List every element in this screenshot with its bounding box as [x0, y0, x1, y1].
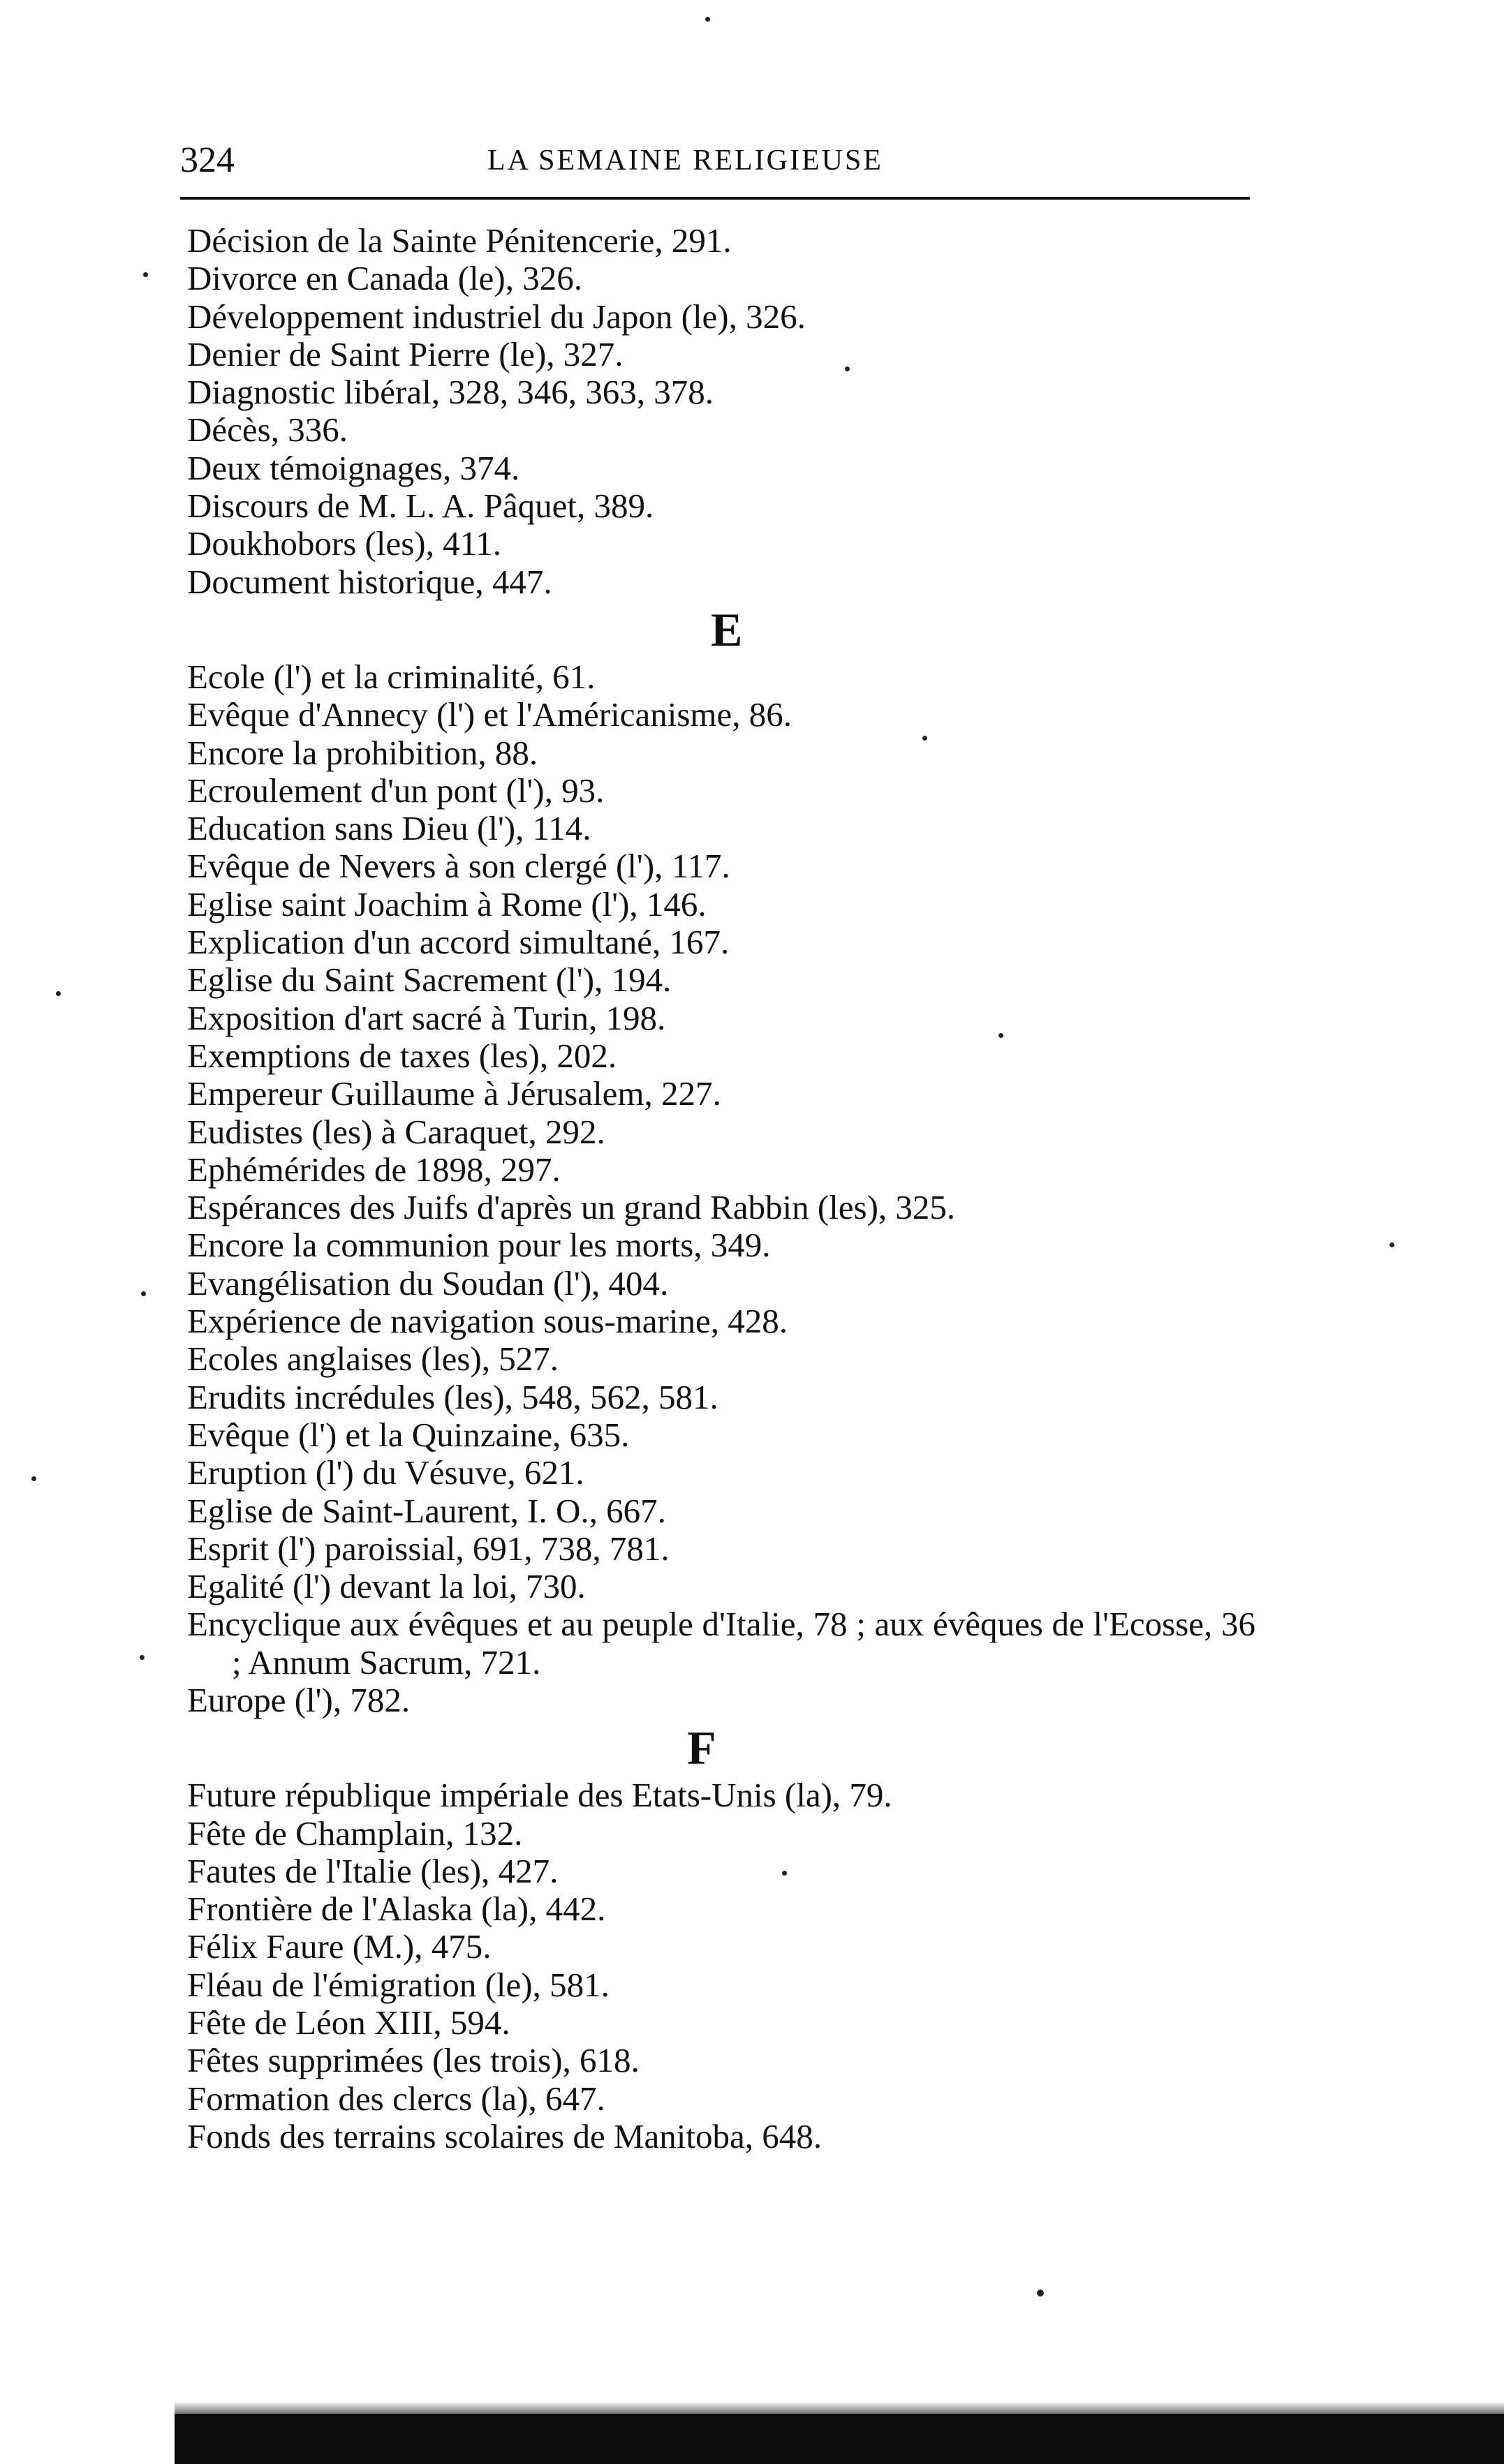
index-entry: Diagnostic libéral, 328, 346, 363, 378.: [187, 373, 714, 412]
index-entry: Fonds des terrains scolaires de Manitoba, 648.: [187, 2116, 823, 2155]
index-entry: Développement industriel du Japon (le), 326.: [187, 297, 806, 336]
index-entry: Egalité (l') devant la loi, 730.: [187, 1567, 586, 1606]
index-entry: Fête de Léon XIII, 594.: [187, 2003, 510, 2042]
index-entry: Ecroulement d'un pont (l'), 93.: [187, 771, 605, 810]
scan-speck: [140, 1655, 145, 1660]
index-entry: Evêque d'Annecy (l') et l'Américanisme, 86.: [187, 695, 792, 734]
index-entry: Fêtes supprimées (les trois), 618.: [187, 2041, 640, 2080]
scan-speck: [143, 272, 148, 277]
index-entry: Expérience de navigation sous-marine, 428.: [187, 1302, 788, 1341]
scan-speck: [141, 1291, 146, 1296]
scan-speck: [1037, 2289, 1044, 2296]
index-entry: Evêque (l') et la Quinzaine, 635.: [187, 1415, 630, 1454]
index-entry: Divorce en Canada (le), 326.: [187, 259, 582, 298]
index-entry: Evangélisation du Soudan (l'), 404.: [187, 1263, 669, 1302]
entries-e: [187, 658, 1255, 1719]
index-entry: Ephémérides de 1898, 297.: [187, 1150, 561, 1189]
scan-speck: [56, 991, 61, 996]
index-entry: Evêque de Nevers à son clergé (l'), 117.: [187, 847, 730, 886]
index-entry: Encyclique aux évêques et au peuple d'Italie, 78 ; aux évêques de l'Ecosse, 36 ; Annum Sacrum, 721.: [187, 1605, 1255, 1682]
index-entry: Eudistes (les) à Caraquet, 292.: [187, 1112, 605, 1151]
scan-speck: [845, 366, 850, 371]
index-entry: Erudits incrédules (les), 548, 562, 581.: [187, 1377, 718, 1416]
section-letter-e: E: [711, 602, 743, 656]
index-entry: Deux témoignages, 374.: [187, 448, 520, 487]
index-entry: Fautes de l'Italie (les), 427.: [187, 1851, 559, 1890]
index-entry: Ecole (l') et la criminalité, 61.: [187, 657, 596, 696]
index-entry: Fléau de l'émigration (le), 581.: [187, 1965, 610, 2004]
index-entry: Encore la communion pour les morts, 349.: [187, 1226, 771, 1265]
header-rule: [180, 197, 1250, 200]
section-letter-f: F: [687, 1721, 716, 1775]
entries-d: [187, 222, 1255, 601]
index-entry: Future république impériale des Etats-Unis (la), 79.: [187, 1776, 892, 1815]
scan-speck: [705, 17, 710, 22]
index-entry: Eruption (l') du Vésuve, 621.: [187, 1453, 584, 1492]
scan-speck: [782, 1871, 787, 1876]
entries-f: [187, 1776, 1255, 2155]
index-entry: Formation des clercs (la), 647.: [187, 2079, 605, 2118]
index-entry: Exposition d'art sacré à Turin, 198.: [187, 998, 666, 1037]
index-entry: Ecoles anglaises (les), 527.: [187, 1339, 559, 1379]
scan-speck: [922, 736, 927, 741]
scan-speck: [1389, 1242, 1394, 1247]
index-body: [187, 222, 1255, 2155]
journal-title: LA SEMAINE RELIGIEUSE: [487, 144, 883, 177]
scan-edge: [175, 2414, 1504, 2464]
index-entry: Eglise saint Joachim à Rome (l'), 146.: [187, 884, 707, 923]
page-number: 324: [180, 140, 235, 180]
index-entry: Encore la prohibition, 88.: [187, 733, 538, 772]
index-entry: Décision de la Sainte Pénitencerie, 291.: [187, 221, 732, 260]
index-entry: Doukhobors (les), 411.: [187, 524, 502, 563]
index-entry: Explication d'un accord simultané, 167.: [187, 923, 730, 962]
index-entry: Exemptions de taxes (les), 202.: [187, 1036, 617, 1075]
scan-shadow: [175, 2401, 1504, 2414]
index-entry: Frontière de l'Alaska (la), 442.: [187, 1890, 606, 1929]
index-entry: Discours de M. L. A. Pâquet, 389.: [187, 487, 654, 526]
index-entry: Education sans Dieu (l'), 114.: [187, 809, 591, 848]
scan-speck: [998, 1033, 1003, 1038]
index-entry: Espérances des Juifs d'après un grand Rabbin (les), 325.: [187, 1188, 956, 1227]
index-entry: Fête de Champlain, 132.: [187, 1813, 523, 1853]
index-entry: Eglise du Saint Sacrement (l'), 194.: [187, 960, 672, 1000]
scan-speck: [31, 1476, 36, 1481]
index-entry: Esprit (l') paroissial, 691, 738, 781.: [187, 1529, 670, 1568]
index-entry: Document historique, 447.: [187, 562, 552, 601]
index-entry: Denier de Saint Pierre (le), 327.: [187, 334, 624, 373]
index-entry: Empereur Guillaume à Jérusalem, 227.: [187, 1074, 721, 1113]
index-entry: Félix Faure (M.), 475.: [187, 1927, 492, 1966]
index-entry: Europe (l'), 782.: [187, 1680, 411, 1719]
running-head: [180, 138, 1248, 183]
index-entry: Eglise de Saint-Laurent, I. O., 667.: [187, 1491, 666, 1530]
index-entry: Décès, 336.: [187, 410, 348, 450]
